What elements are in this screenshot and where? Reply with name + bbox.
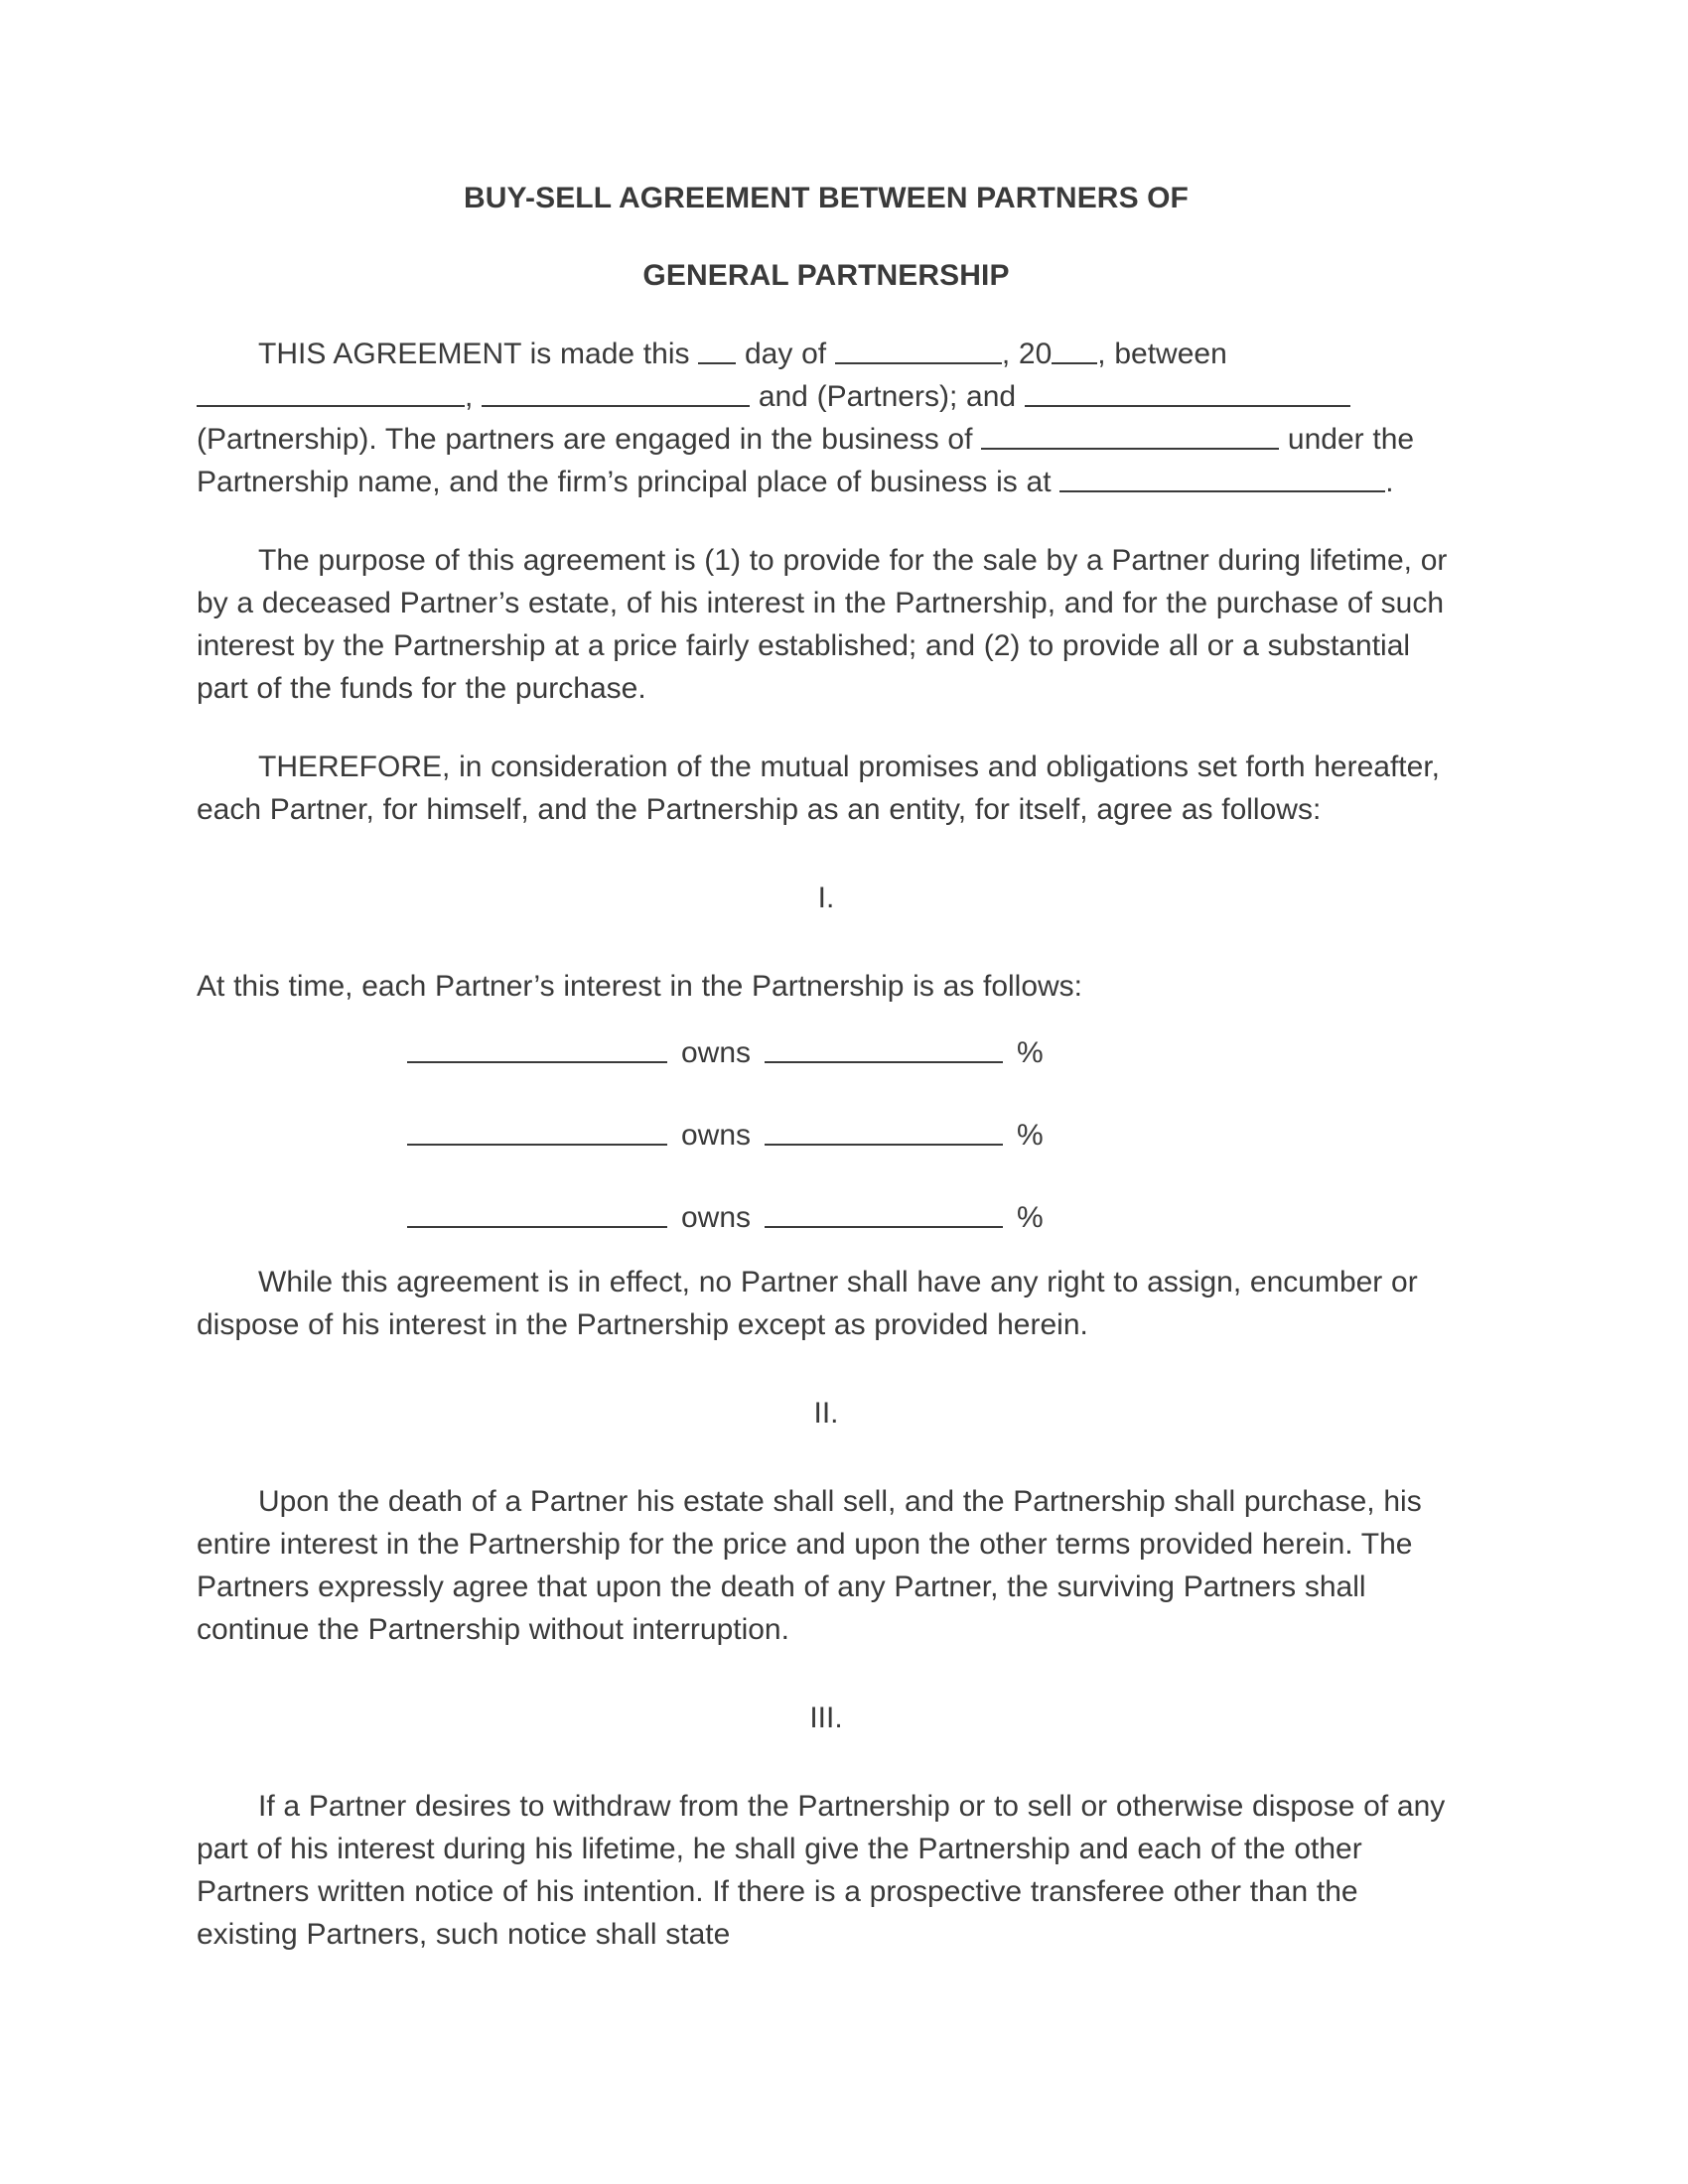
blank-year[interactable] xyxy=(1052,335,1097,364)
paragraph-spacer-2 xyxy=(197,710,1456,746)
ownership-row-1 xyxy=(197,1031,1456,1074)
owns-label-3: owns xyxy=(681,1201,752,1235)
blank-owner-name-2[interactable] xyxy=(407,1116,667,1146)
intro-segment-3: , 20 xyxy=(1001,338,1053,371)
blank-owner-name-3[interactable] xyxy=(407,1198,667,1228)
title-spacer xyxy=(197,218,1456,256)
intro-segment-6: and (Partners); and xyxy=(750,380,1025,414)
ownership-row-3 xyxy=(197,1196,1456,1239)
section-1-spacer-top xyxy=(197,831,1456,877)
blank-partner-2[interactable] xyxy=(482,377,750,407)
section-numeral-1: I. xyxy=(817,882,835,915)
blank-principal-place[interactable] xyxy=(1059,463,1385,492)
section-numeral-2: II. xyxy=(813,1397,839,1431)
blank-day[interactable] xyxy=(698,335,736,364)
owns-label-2: owns xyxy=(681,1119,752,1153)
ownership-spacer-bottom xyxy=(197,1239,1456,1261)
owns-label-1: owns xyxy=(681,1036,752,1070)
percent-symbol-2: % xyxy=(1017,1119,1044,1153)
intro-segment-7: (Partnership). The partners are engaged in the business of xyxy=(197,423,982,457)
section-3-spacer-top xyxy=(197,1651,1456,1697)
document-body xyxy=(197,179,1456,1956)
blank-month[interactable] xyxy=(835,335,1002,364)
ownership-list xyxy=(197,1031,1456,1239)
blank-owner-name-1[interactable] xyxy=(407,1033,667,1063)
section-2-spacer-bottom xyxy=(197,1434,1456,1480)
intro-segment-5: , xyxy=(465,380,483,414)
section-1-closing-paragraph: While this agreement is in effect, no Partner shall have any right to assign, encumber or dispose of his interest in the Partnership except as provided herein. xyxy=(197,1266,1418,1342)
intro-segment-1: THIS AGREEMENT is made this xyxy=(258,338,699,371)
therefore-paragraph: THEREFORE, in consideration of the mutual promises and obligations set forth hereafter, each Partner, for himself, and the Partnership as an entity, for itself, agree as follows: xyxy=(197,751,1440,827)
section-1-spacer-bottom xyxy=(197,919,1456,965)
blank-owner-percent-3[interactable] xyxy=(765,1198,1003,1228)
intro-segment-8: under the Partnership name, and the firm’s principal place of business is at xyxy=(197,423,1415,499)
section-2-paragraph: Upon the death of a Partner his estate shall sell, and the Partnership shall purchase, his entire interest in the Partnership for the price and upon the other terms provided herein. The Partners expressly agree that upon the death of any Partner, the surviving Partners shall continue the Partnership without interruption. xyxy=(197,1485,1422,1647)
document-title-line-2: GENERAL PARTNERSHIP xyxy=(642,258,1010,292)
blank-partnership-name[interactable] xyxy=(1025,377,1350,407)
blank-partner-1[interactable] xyxy=(197,377,465,407)
section-1-lead-paragraph: At this time, each Partner’s interest in the Partnership is as follows: xyxy=(197,970,1083,1004)
section-2-spacer-top xyxy=(197,1346,1456,1392)
title-spacer-2 xyxy=(197,295,1456,333)
purpose-paragraph: The purpose of this agreement is (1) to provide for the sale by a Partner during lifetime, or by a deceased Partner’s estate, of his interest in the Partnership, and for the purchase of such interest by the Partnership at a price fairly established; and (2) to provide all or a substantial part of the funds for the purchase. xyxy=(197,544,1448,706)
section-3-spacer-bottom xyxy=(197,1739,1456,1785)
section-numeral-3: III. xyxy=(809,1702,843,1735)
paragraph-spacer-1 xyxy=(197,503,1456,539)
intro-segment-2: day of xyxy=(736,338,835,371)
intro-segment-9: . xyxy=(1385,466,1394,499)
blank-business-type[interactable] xyxy=(981,420,1279,450)
blank-owner-percent-2[interactable] xyxy=(765,1116,1003,1146)
percent-symbol-1: % xyxy=(1017,1036,1044,1070)
document-title-line-1: BUY-SELL AGREEMENT BETWEEN PARTNERS OF xyxy=(464,182,1189,214)
intro-segment-4: , between xyxy=(1097,338,1227,371)
ownership-row-2 xyxy=(197,1114,1456,1157)
blank-owner-percent-1[interactable] xyxy=(765,1033,1003,1063)
percent-symbol-3: % xyxy=(1017,1201,1044,1235)
section-3-paragraph: If a Partner desires to withdraw from the Partnership or to sell or otherwise dispose of any part of his interest during his lifetime, he shall give the Partnership and each of the other Partners written notice of his intention. If there is a prospective transferee other than the existing Partners, such notice shall state xyxy=(197,1790,1446,1952)
ownership-spacer-top xyxy=(197,1008,1456,1029)
intro-paragraph xyxy=(197,333,1456,503)
